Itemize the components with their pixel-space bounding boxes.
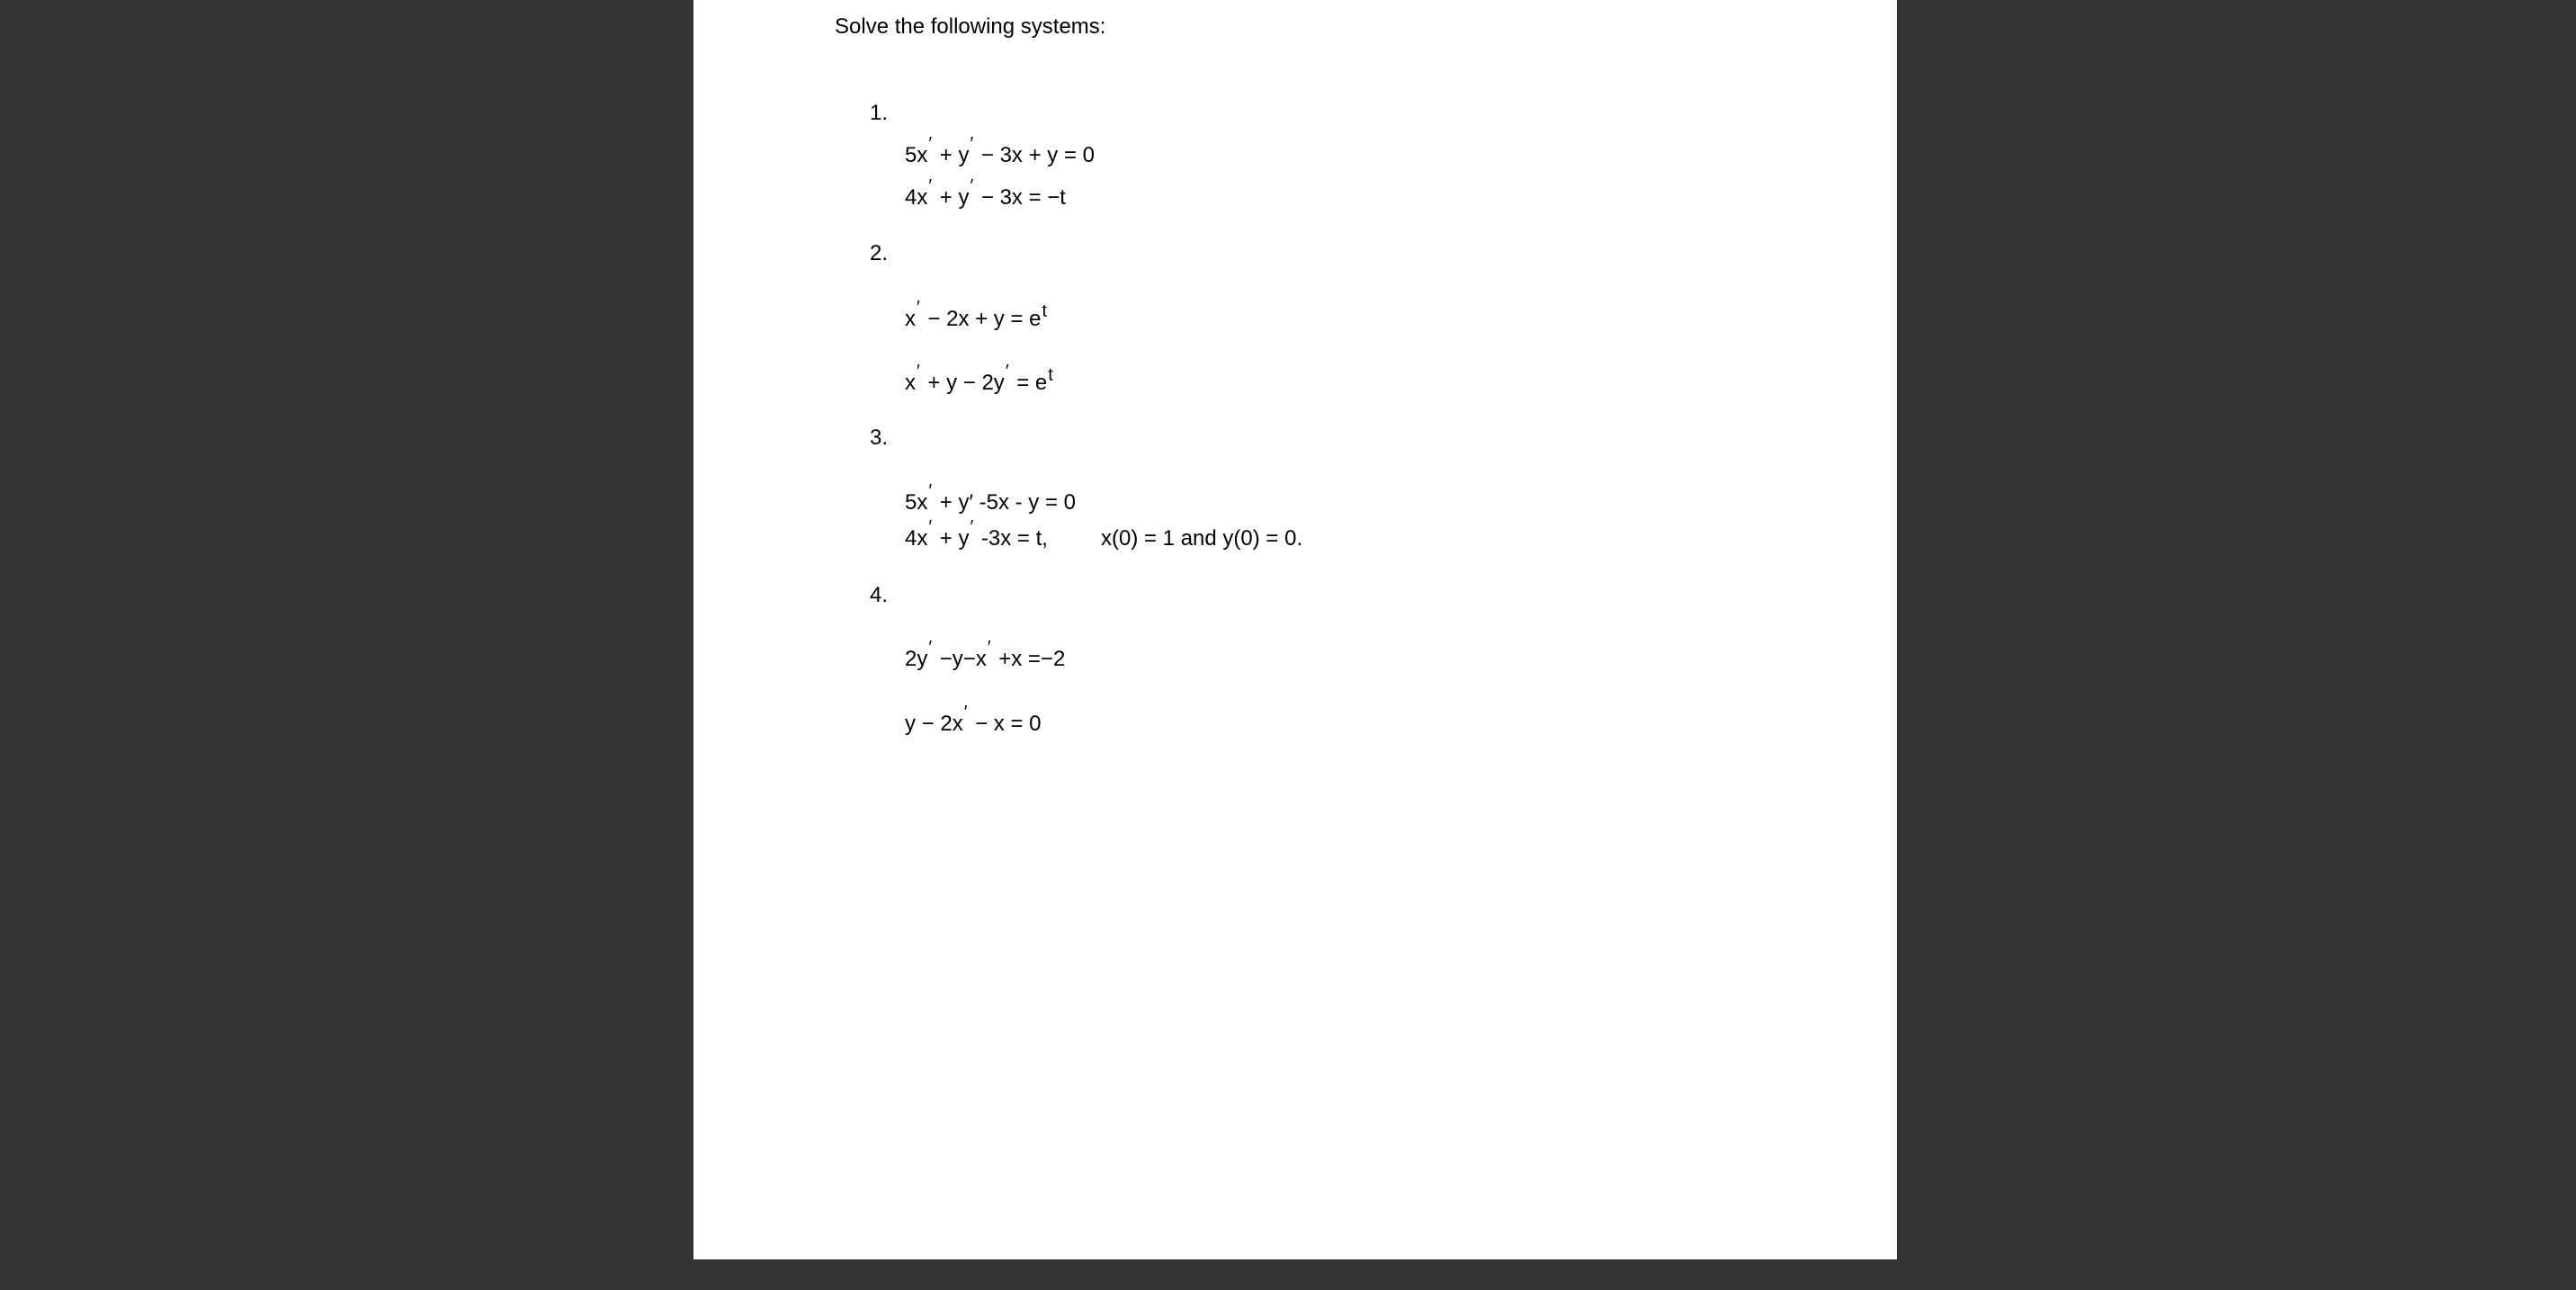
problem-number: 4. xyxy=(870,583,889,607)
heading: Solve the following systems: xyxy=(835,14,1106,39)
problem-number: 2. xyxy=(870,241,889,265)
equation: 4x′ + y′ − 3x = −t xyxy=(905,176,1066,210)
equation: 5x′ + y′ − 3x + y = 0 xyxy=(905,134,1095,167)
equation: y − 2x′ − x = 0 xyxy=(905,703,1042,736)
document-page xyxy=(693,0,1897,1259)
equation: 2y′ −y−x′ +x =−2 xyxy=(905,638,1066,671)
equation: $x' + y - 2y' = e^t$ xyxy=(905,362,1053,395)
equation: $x' - 2x + y = e^t$ xyxy=(905,298,1048,331)
problem-number: 3. xyxy=(870,426,889,450)
problem-number: 1. xyxy=(870,101,889,125)
equation: 5x′ + y′ -5x - y = 0 xyxy=(905,481,1076,515)
initial-conditions: x(0) = 1 and y(0) = 0. xyxy=(1101,526,1303,551)
equation: 4x′ + y′ -3x = t, xyxy=(905,517,1048,551)
